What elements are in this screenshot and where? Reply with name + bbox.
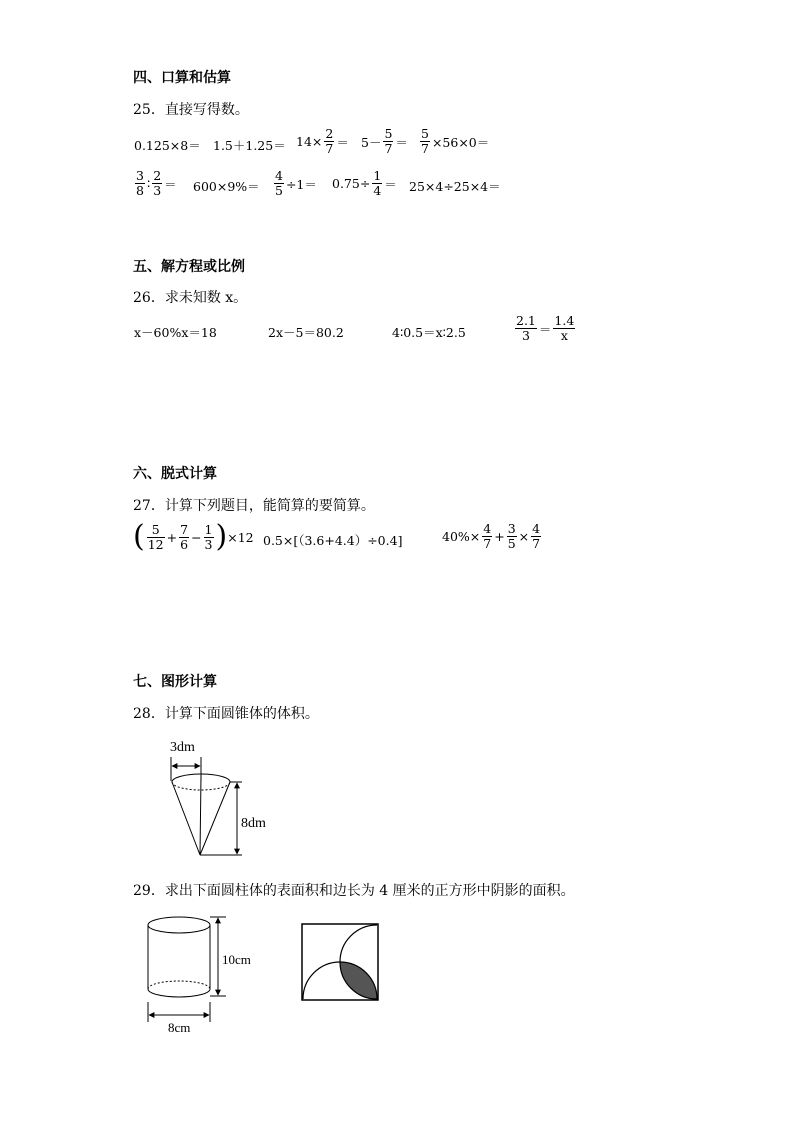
numerator: 2.1 (516, 313, 536, 328)
cylinder-figure (140, 912, 270, 1037)
cylinder-bottom-front (148, 989, 210, 997)
denominator: 3 (521, 328, 530, 343)
q25-expr-3-suffix: ＝ (336, 134, 349, 150)
operator: × (518, 529, 530, 544)
q25-expr-3-fraction (324, 127, 334, 156)
numerator: 7 (180, 521, 189, 537)
operator: − (191, 529, 202, 545)
section-heading-6: 六、脱式计算 (133, 466, 217, 482)
q25-expr-9-suffix: ＝ (384, 176, 397, 192)
denominator: 5 (507, 536, 516, 551)
denominator: 7 (325, 141, 334, 156)
q26-expr-3: 4∶0.5＝x∶2.5 (392, 325, 466, 340)
numerator: 5 (147, 523, 165, 538)
denominator: 7 (532, 536, 541, 551)
cone-side-left (172, 782, 200, 855)
cone-figure (160, 735, 280, 860)
question-25-title: 25．直接写得数。 (133, 102, 249, 118)
numerator: 3 (136, 168, 144, 183)
numerator: 4 (275, 168, 283, 183)
question-27-title: 27．计算下列题目，能简算的要简算。 (133, 498, 375, 514)
denominator: 4 (373, 183, 382, 198)
denominator: 7 (384, 141, 393, 156)
section-heading-7: 七、图形计算 (133, 674, 217, 690)
q25-expr-3 (296, 127, 349, 156)
q26-expr-1: x－60%x＝18 (134, 325, 217, 340)
section-heading-5: 五、解方程或比例 (133, 259, 245, 275)
q27-expr-3-fraction-2 (507, 522, 517, 551)
q25-expr-8 (272, 169, 317, 198)
q25-expr-6-fraction-2 (152, 169, 162, 198)
denominator: 12 (147, 536, 164, 552)
numerator: 4 (483, 521, 492, 536)
q25-expr-8-suffix: ÷1＝ (285, 176, 317, 192)
q25-expr-5-suffix: ×56×0＝ (431, 134, 490, 150)
operator: + (166, 529, 178, 545)
question-26-title: 26．求未知数 x。 (133, 290, 248, 306)
q25-expr-4-fraction (383, 127, 393, 156)
q27-expr-3-fraction-3 (531, 522, 541, 551)
q25-expr-9 (332, 169, 397, 198)
q27-expr-3 (442, 522, 543, 551)
question-29-title: 29．求出下面圆柱体的表面积和边长为 4 厘米的正方形中阴影的面积。 (133, 883, 575, 899)
right-paren: ) (215, 519, 228, 554)
square-shaded-figure (300, 922, 380, 1002)
q25-expr-6-fraction-1 (135, 169, 145, 198)
numerator: 1 (204, 521, 213, 537)
q25-expr-5 (418, 127, 489, 156)
ratio-sign: ∶ (146, 176, 151, 191)
q25-expr-8-fraction (274, 169, 284, 198)
denominator: 7 (483, 536, 492, 551)
numerator: 2 (153, 168, 162, 183)
cylinder-bottom-back (148, 981, 210, 989)
q25-expr-3-prefix: 14× (296, 134, 323, 149)
question-28-title: 28．计算下面圆锥体的体积。 (133, 706, 319, 722)
numerator: 3 (507, 521, 516, 536)
q26-expr-4-fraction-2 (553, 314, 575, 343)
q25-expr-2: 1.5＋1.25＝ (213, 138, 286, 153)
q27-expr-3-prefix: 40%× (442, 529, 481, 544)
numerator: 2 (325, 126, 334, 141)
q25-expr-7: 600×9%＝ (193, 179, 260, 194)
denominator: 5 (275, 183, 283, 198)
q26-expr-2: 2x－5＝80.2 (268, 325, 344, 340)
q25-expr-6-suffix: ＝ (164, 176, 177, 192)
q27-expr-1 (133, 519, 254, 554)
q27-expr-1-fraction-2 (179, 523, 189, 552)
q27-expr-1-fraction-1 (147, 523, 165, 552)
numerator: 1 (373, 168, 382, 183)
denominator: x (560, 328, 568, 343)
q25-expr-9-prefix: 0.75÷ (332, 176, 371, 191)
q27-expr-1-fraction-3 (204, 523, 214, 552)
q25-expr-9-fraction (372, 169, 382, 198)
q26-expr-4-fraction-1 (515, 314, 537, 343)
numerator: 5 (384, 126, 393, 141)
q25-expr-10: 25×4÷25×4＝ (409, 179, 501, 194)
numerator: 4 (532, 521, 541, 536)
q25-expr-1: 0.125×8＝ (134, 138, 201, 153)
denominator: 3 (204, 536, 213, 552)
cylinder-diameter-label: 8cm (168, 1020, 191, 1035)
q25-expr-4-suffix: ＝ (395, 134, 408, 150)
operator: + (494, 529, 505, 544)
denominator: 8 (136, 183, 144, 198)
q27-expr-1-suffix: ×12 (227, 529, 254, 545)
q25-expr-4-prefix: 5－ (361, 134, 382, 150)
cylinder-top-ellipse (148, 917, 210, 933)
left-paren: ( (133, 519, 145, 554)
equals-sign: ＝ (538, 321, 552, 337)
cylinder-height-label: 10cm (222, 952, 251, 967)
section-heading-4: 四、口算和估算 (133, 70, 231, 86)
cone-height-label: 8dm (241, 816, 266, 831)
numerator: 1.4 (554, 313, 575, 328)
denominator: 3 (153, 183, 162, 198)
denominator: 6 (180, 536, 189, 552)
denominator: 7 (421, 141, 429, 156)
q26-expr-4 (513, 314, 577, 343)
cone-radius-label: 3dm (170, 740, 195, 755)
q27-expr-2: 0.5×[（3.6+4.4）÷0.4] (263, 533, 403, 548)
cone-side-right (200, 782, 230, 855)
q27-expr-3-fraction-1 (482, 522, 492, 551)
numerator: 5 (421, 126, 429, 141)
q25-expr-4 (361, 127, 408, 156)
cone-height-line (200, 775, 201, 855)
q25-expr-6 (133, 169, 177, 198)
q25-expr-5-fraction (420, 127, 430, 156)
